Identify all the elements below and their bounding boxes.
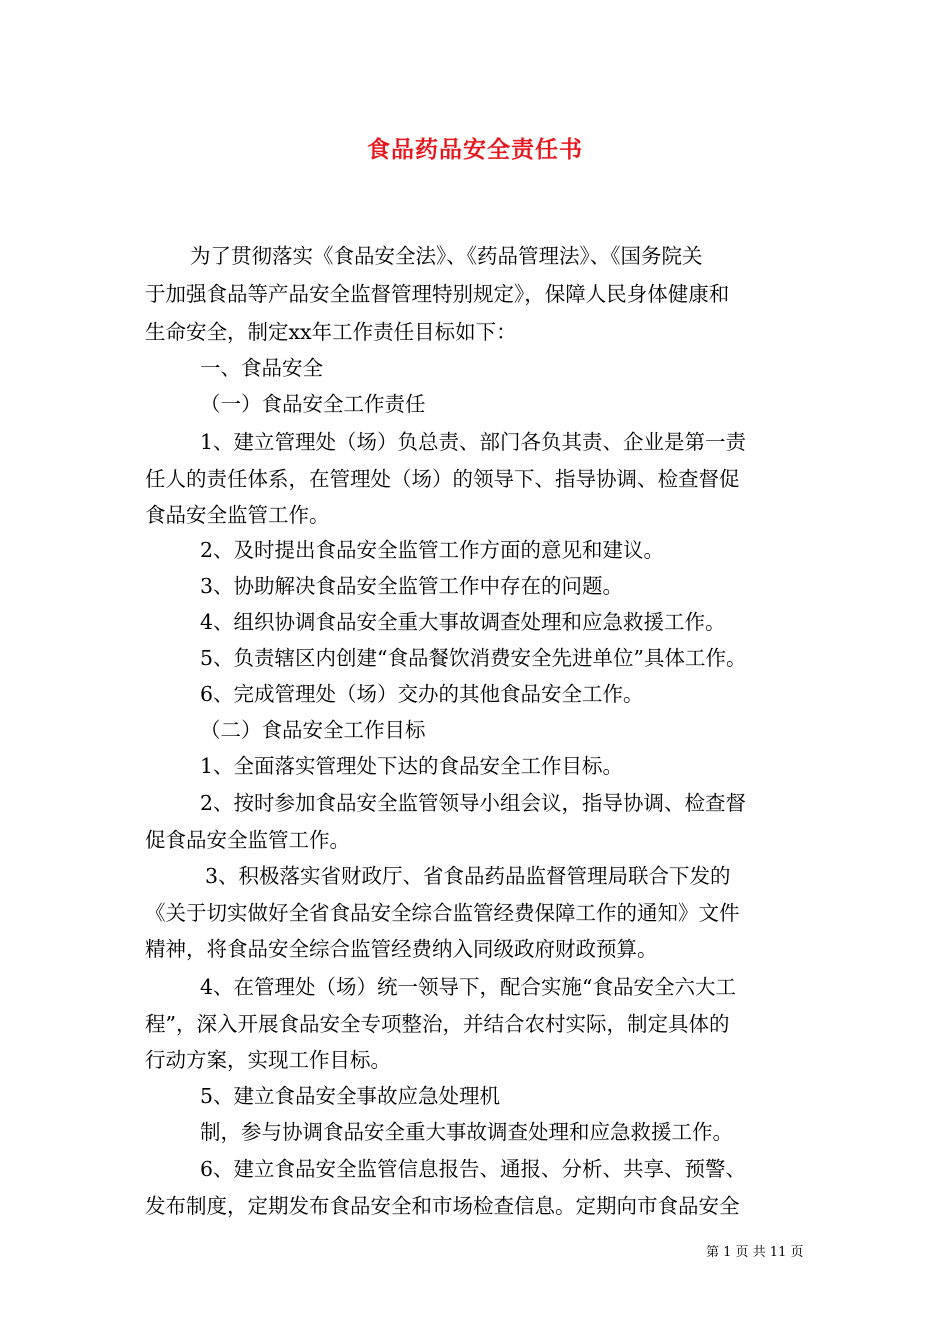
body-line: 1、全面落实管理处下达的食品安全工作目标。 (200, 754, 624, 778)
body-line: 行动方案，实现工作目标。 (145, 1048, 391, 1072)
body-line: 5、负责辖区内创建“食品餐饮消费安全先进单位”具体工作。 (200, 646, 747, 670)
page-number-footer: 第 1 页 共 11 页 (706, 1245, 804, 1260)
body-line: 生命安全，制定xx年工作责任目标如下： (145, 320, 517, 344)
body-line: 3、积极落实省财政厅、省食品药品监督管理局联合下发的 (205, 864, 731, 888)
body-line: 于加强食品等产品安全监督管理特别规定》，保障人民身体健康和 (145, 282, 730, 306)
body-line: 《关于切实做好全省食品安全综合监管经费保障工作的通知》文件 (145, 901, 740, 925)
body-line: 2、及时提出食品安全监管工作方面的意见和建议。 (200, 538, 665, 562)
body-line: 程”，深入开展食品安全专项整治，并结合农村实际，制定具体的 (145, 1012, 730, 1036)
body-line: 1、建立管理处（场）负总责、部门各负其责、企业是第一责 (200, 430, 747, 454)
body-line: 2、按时参加食品安全监管领导小组会议，指导协调、检查督 (200, 791, 747, 815)
body-line: 6、完成管理处（场）交办的其他食品安全工作。 (200, 682, 644, 706)
body-line: 4、在管理处（场）统一领导下，配合实施“食品安全六大工 (200, 975, 737, 999)
body-line: 精神，将食品安全综合监管经费纳入同级政府财政预算。 (145, 937, 658, 961)
body-line: 为了贯彻落实《食品安全法》、《药品管理法》、《国务院关 (190, 244, 703, 268)
body-line: 6、建立食品安全监管信息报告、通报、分析、共享、预警、 (200, 1157, 747, 1181)
subsection-heading: （二）食品安全工作目标 (200, 718, 426, 742)
body-line: 促食品安全监管工作。 (145, 828, 350, 852)
section-heading: 一、食品安全 (200, 356, 323, 380)
body-line: 发布制度，定期发布食品安全和市场检查信息。定期向市食品安全 (145, 1194, 740, 1218)
body-line: 制，参与协调食品安全重大事故调查处理和应急救援工作。 (200, 1120, 733, 1144)
body-line: 食品安全监管工作。 (145, 503, 330, 527)
body-line: 任人的责任体系，在管理处（场）的领导下、指导协调、检查督促 (145, 467, 740, 491)
subsection-heading: （一）食品安全工作责任 (200, 392, 426, 416)
body-line: 4、组织协调食品安全重大事故调查处理和应急救援工作。 (200, 610, 726, 634)
body-line: 5、建立食品安全事故应急处理机 (200, 1084, 501, 1108)
body-line: 3、协助解决食品安全监管工作中存在的问题。 (200, 574, 624, 598)
document-title: 食品药品安全责任书 (367, 136, 583, 163)
